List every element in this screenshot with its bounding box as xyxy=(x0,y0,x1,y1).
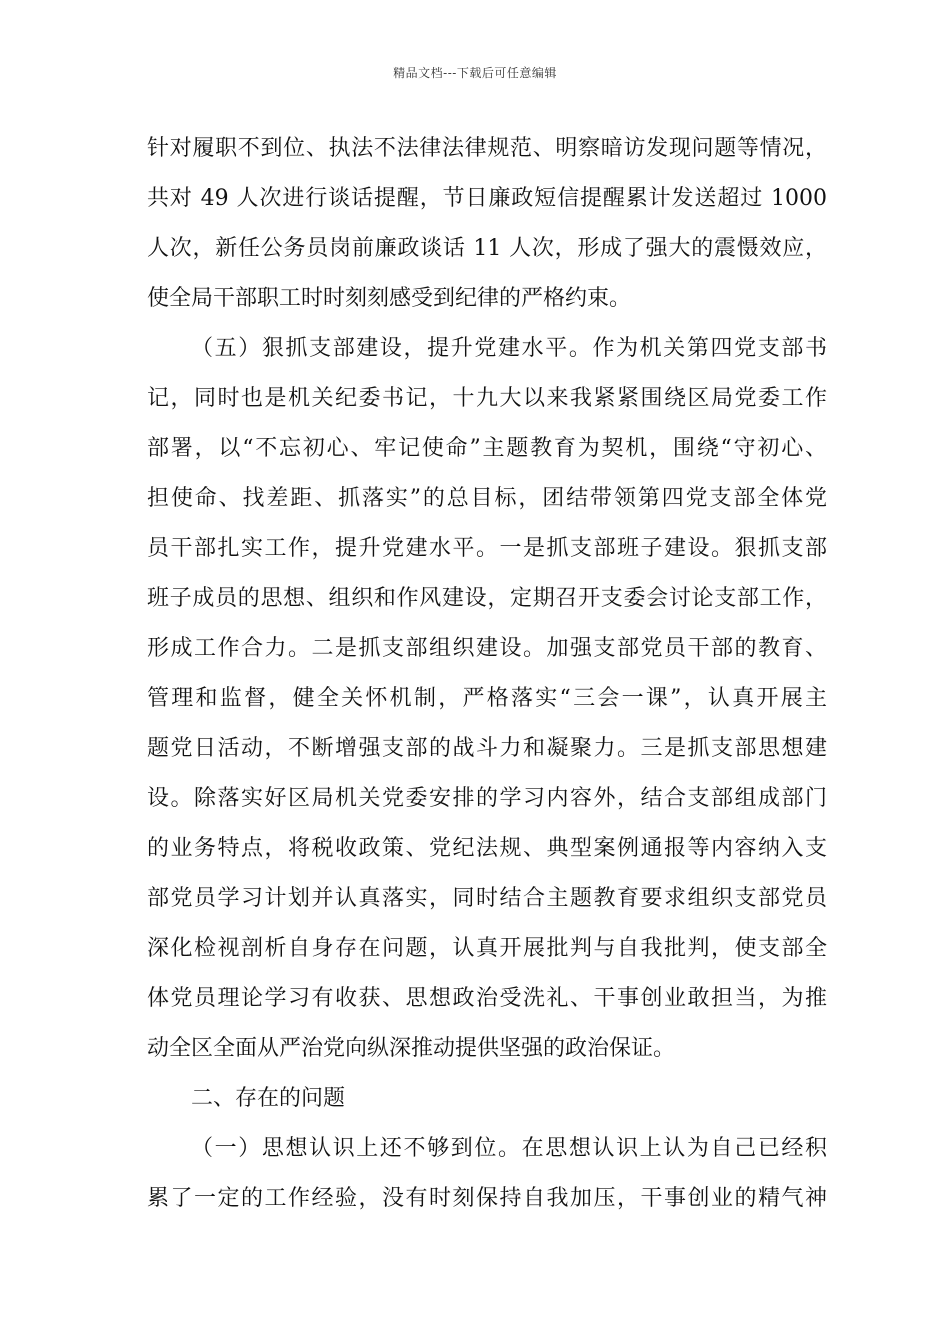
body-line: 针对履职不到位、执法不法律法律规范、明察暗访发现问题等情况， xyxy=(147,136,827,161)
body-line: 的业务特点，将税收政策、党纪法规、典型案例通报等内容纳入支 xyxy=(147,836,827,861)
body-line: 形成工作合力。二是抓支部组织建设。加强支部党员干部的教育、 xyxy=(147,636,827,661)
page-header: 精品文档---下载后可任意编辑 xyxy=(393,66,557,80)
body-line: 人次，新任公务员岗前廉政谈话 11 人次，形成了强大的震慑效应， xyxy=(147,236,827,261)
body-line: 设。除落实好区局机关党委安排的学习内容外，结合支部组成部门 xyxy=(147,786,827,811)
body-line: （一）思想认识上还不够到位。在思想认识上认为自己已经积 xyxy=(191,1136,827,1161)
body-line: 记，同时也是机关纪委书记，十九大以来我紧紧围绕区局党委工作 xyxy=(147,386,827,411)
body-line: 深化检视剖析自身存在问题，认真开展批判与自我批判，使支部全 xyxy=(147,936,827,961)
body-line: （五）狠抓支部建设，提升党建水平。作为机关第四党支部书 xyxy=(191,336,827,361)
body-line: 题党日活动，不断增强支部的战斗力和凝聚力。三是抓支部思想建 xyxy=(147,736,827,761)
body-line: 部署，以“不忘初心、牢记使命”主题教育为契机，围绕“守初心、 xyxy=(147,436,827,461)
body-line: 动全区全面从严治党向纵深推动提供坚强的政治保证。 xyxy=(147,1036,676,1061)
body-line: 员干部扎实工作，提升党建水平。一是抓支部班子建设。狠抓支部 xyxy=(147,536,827,561)
document-body xyxy=(147,124,827,1224)
body-line: 担使命、找差距、抓落实”的总目标，团结带领第四党支部全体党 xyxy=(147,486,827,511)
body-line: 班子成员的思想、组织和作风建设，定期召开支委会讨论支部工作， xyxy=(147,586,827,611)
body-line: 使全局干部职工时时刻刻感受到纪律的严格约束。 xyxy=(147,286,632,311)
body-line: 体党员理论学习有收获、思想政治受洗礼、干事创业敢担当，为推 xyxy=(147,986,827,1011)
body-line: 管理和监督，健全关怀机制，严格落实“三会一课”，认真开展主 xyxy=(147,686,827,711)
section-heading: 二、存在的问题 xyxy=(191,1086,346,1111)
body-line: 共对 49 人次进行谈话提醒，节日廉政短信提醒累计发送超过 1000 xyxy=(147,186,827,211)
body-line: 累了一定的工作经验，没有时刻保持自我加压，干事创业的精气神 xyxy=(147,1186,827,1211)
body-line: 部党员学习计划并认真落实，同时结合主题教育要求组织支部党员 xyxy=(147,886,827,911)
